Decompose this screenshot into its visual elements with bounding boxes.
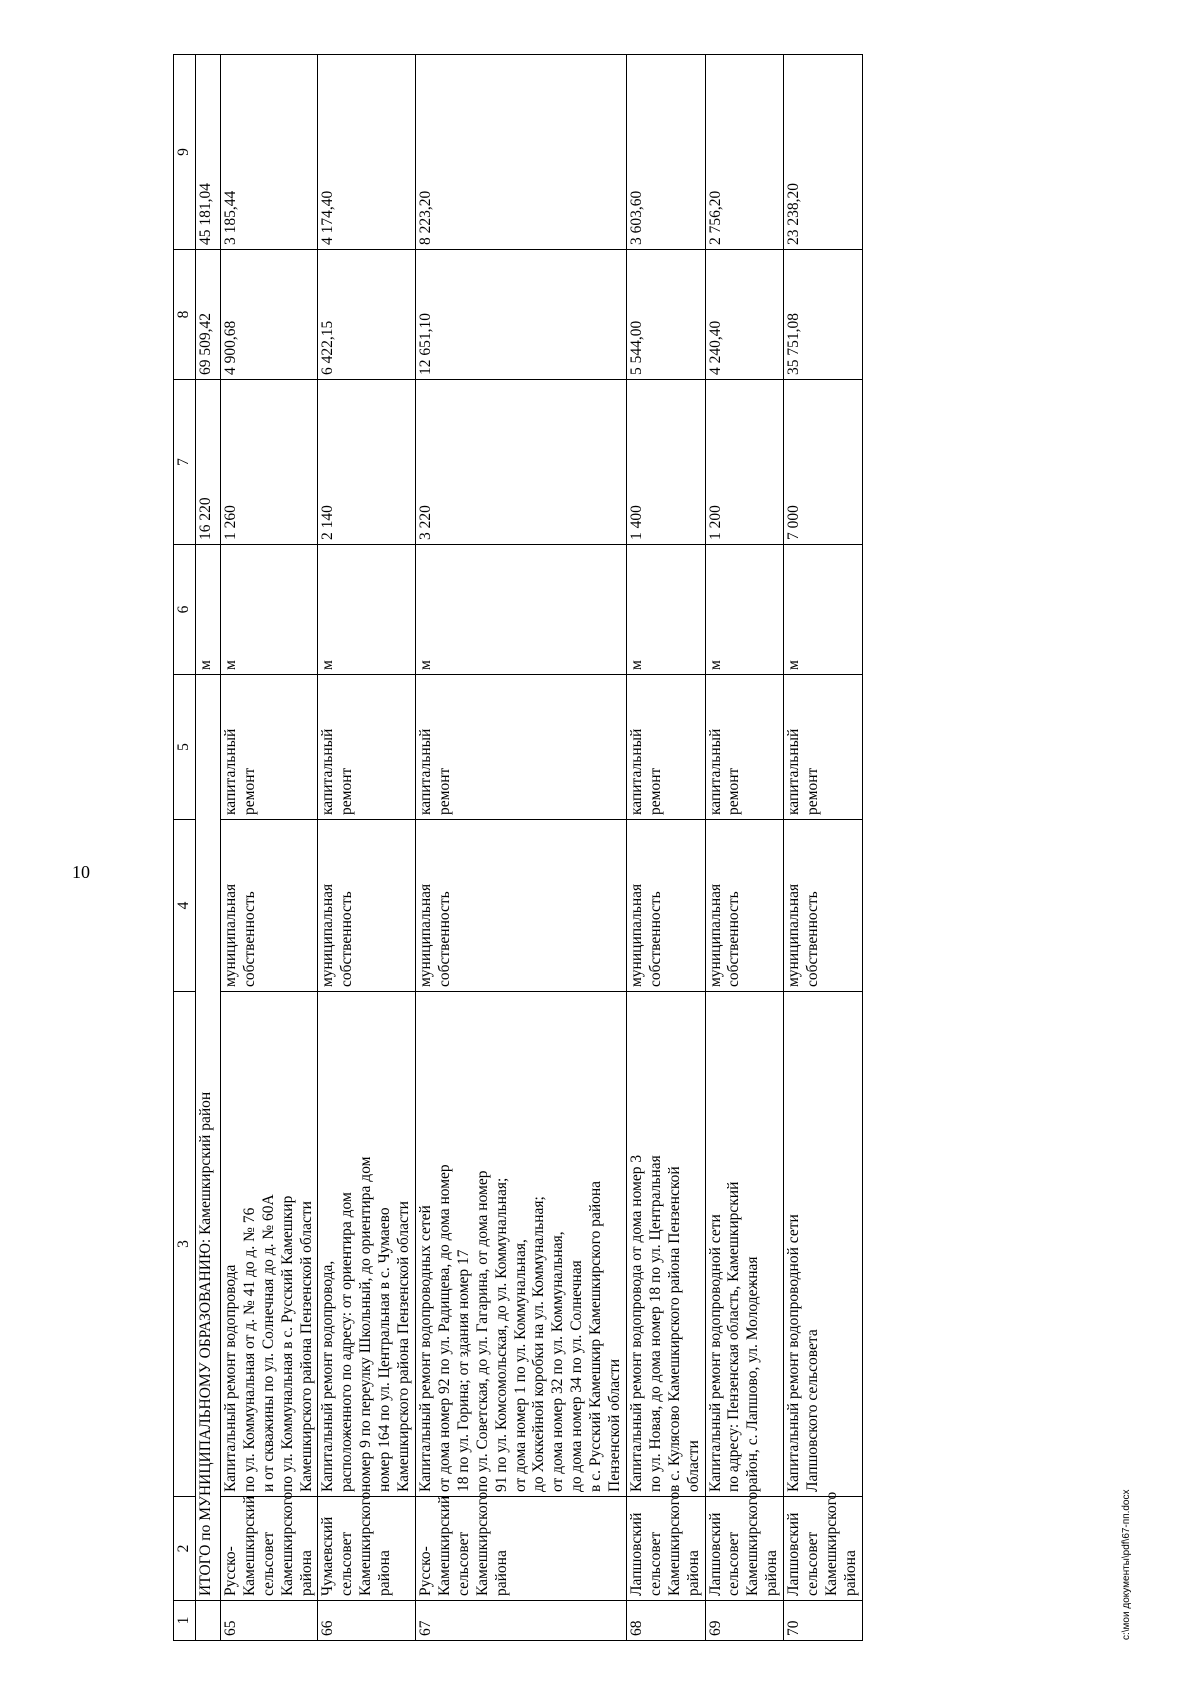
object-description: Капитальный ремонт водопроводной сети Лапшовского сельсовета (784, 992, 863, 1497)
column-number: 1 (174, 1601, 196, 1641)
work-type-cell: капитальный ремонт (220, 675, 318, 820)
table-row (626, 55, 705, 1641)
cost-cell: 4 240,40 (705, 250, 784, 380)
ownership-cell: муниципальная собственность (626, 820, 705, 992)
total-cost: 69 509,42 (195, 250, 220, 380)
column-number: 9 (174, 55, 196, 250)
column-number: 6 (174, 545, 196, 675)
cost-cell: 4 900,68 (220, 250, 318, 380)
column-number: 5 (174, 675, 196, 820)
column-number-row (174, 55, 196, 1641)
ownership-cell: муниципальная собственность (220, 820, 318, 992)
ownership-cell: муниципальная собственность (415, 820, 626, 992)
total-subsidy: 45 181,04 (195, 55, 220, 250)
work-type-cell: капитальный ремонт (784, 675, 863, 820)
total-label: ИТОГО по МУНИЦИПАЛЬНОМУ ОБРАЗОВАНИЮ: Камешкирский район (195, 675, 220, 1601)
municipality-cell: Лапшовский сельсовет Камешкирского района (705, 1497, 784, 1601)
unit-cell: м (318, 545, 416, 675)
object-description: Капитальный ремонт водопровода, расположенного по адресу: от ориентира дом номер 9 по переулку Школьный, до ориентира дом номер 164 по ул. Центральная в с. Чумаево Камешкирского района Пензенской области (318, 992, 416, 1497)
object-description: Капитальный ремонт водопровода по ул. Коммунальная от д. № 41 до д. № 76 и от скважины по ул. Солнечная до д. № 60А по ул. Коммунальная в с. Русский Камешкир Камешкирского района Пензенской области (220, 992, 318, 1497)
length-cell: 2 140 (318, 380, 416, 545)
row-number: 70 (784, 1601, 863, 1641)
table-row (705, 55, 784, 1641)
municipality-cell: Лапшовский сельсовет Камешкирского района (784, 1497, 863, 1601)
work-type-cell: капитальный ремонт (415, 675, 626, 820)
object-description: Капитальный ремонт водопровода от дома номер 3 по ул. Новая, до дома номер 18 по ул. Центральная в с. Кулясово Камешкирского района Пензенской области (626, 992, 705, 1497)
row-number: 65 (220, 1601, 318, 1641)
footer-file-path: c:\мои документы\pdf\67-пп.docx (1121, 1489, 1132, 1640)
table-row (784, 55, 863, 1641)
page-number: 10 (72, 862, 90, 882)
unit-cell: м (626, 545, 705, 675)
total-unit: м (195, 545, 220, 675)
cost-cell: 12 651,10 (415, 250, 626, 380)
works-table (173, 54, 863, 1641)
row-number: 69 (705, 1601, 784, 1641)
length-cell: 3 220 (415, 380, 626, 545)
column-number: 4 (174, 820, 196, 992)
cost-cell: 35 751,08 (784, 250, 863, 380)
municipality-cell: Русско- Камешкирский сельсовет Камешкирского района (415, 1497, 626, 1601)
table-row (318, 55, 416, 1641)
column-number: 7 (174, 380, 196, 545)
work-type-cell: капитальный ремонт (705, 675, 784, 820)
column-number: 2 (174, 1497, 196, 1601)
row-number: 66 (318, 1601, 416, 1641)
cost-cell: 6 422,15 (318, 250, 416, 380)
object-description: Капитальный ремонт водопроводной сети по адресу: Пензенская область, Камешкирский район, с. Лапшово, ул. Молодежная (705, 992, 784, 1497)
length-cell: 7 000 (784, 380, 863, 545)
object-description: Капитальный ремонт водопроводных сетей от дома номер 92 по ул. Радищева, до дома номер 18 по ул. Горина; от здания номер 17 по ул. Советская, до ул. Гагарина, от дома номер 91 по ул. Комсомольская, до ул. Коммунальная; от дома номер 1 по ул. Коммунальная, до Хоккейной коробки на ул. Коммунальная; от дома номер 32 по ул. Коммунальная, до дома номер 34 по ул. Солнечная в с. Русский Камешкир Камешкирского района Пензенской области (415, 992, 626, 1497)
length-cell: 1 200 (705, 380, 784, 545)
total-row (195, 55, 220, 1641)
unit-cell: м (784, 545, 863, 675)
cost-cell: 5 544,00 (626, 250, 705, 380)
municipality-cell: Чумаевский сельсовет Камешкирского района (318, 1497, 416, 1601)
length-cell: 1 260 (220, 380, 318, 545)
ownership-cell: муниципальная собственность (784, 820, 863, 992)
unit-cell: м (220, 545, 318, 675)
ownership-cell: муниципальная собственность (705, 820, 784, 992)
rotated-table-container (173, 55, 1046, 1641)
row-number: 67 (415, 1601, 626, 1641)
column-number: 8 (174, 250, 196, 380)
total-length: 16 220 (195, 380, 220, 545)
work-type-cell: капитальный ремонт (318, 675, 416, 820)
work-type-cell: капитальный ремонт (626, 675, 705, 820)
ownership-cell: муниципальная собственность (318, 820, 416, 992)
subsidy-cell: 4 174,40 (318, 55, 416, 250)
subsidy-cell: 8 223,20 (415, 55, 626, 250)
unit-cell: м (415, 545, 626, 675)
table-row (220, 55, 318, 1641)
subsidy-cell: 23 238,20 (784, 55, 863, 250)
subsidy-cell: 2 756,20 (705, 55, 784, 250)
table-row (415, 55, 626, 1641)
unit-cell: м (705, 545, 784, 675)
total-empty-cell (195, 1601, 220, 1641)
row-number: 68 (626, 1601, 705, 1641)
municipality-cell: Русско- Камешкирский сельсовет Камешкирского района (220, 1497, 318, 1601)
subsidy-cell: 3 603,60 (626, 55, 705, 250)
municipality-cell: Лапшовский сельсовет Камешкирского района (626, 1497, 705, 1601)
length-cell: 1 400 (626, 380, 705, 545)
column-number: 3 (174, 992, 196, 1497)
subsidy-cell: 3 185,44 (220, 55, 318, 250)
